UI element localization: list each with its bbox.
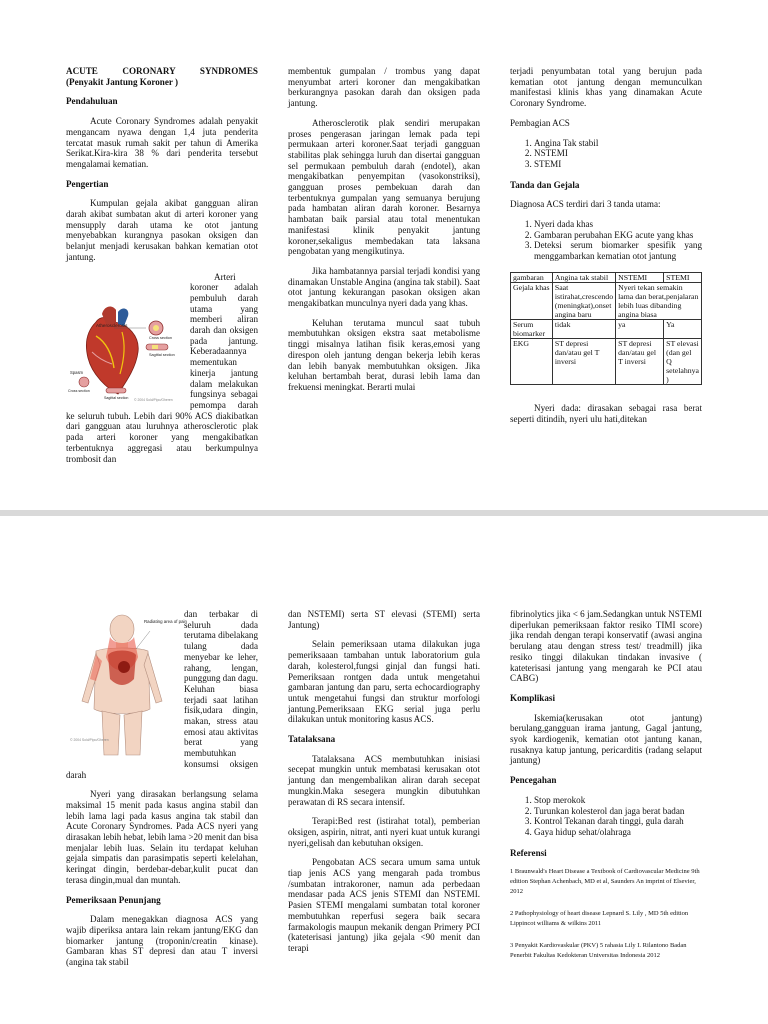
body-pain-illustration bbox=[66, 609, 187, 759]
list-item: 3. STEMI bbox=[534, 159, 702, 170]
title-line-2: (Penyakit Jantung Koroner ) bbox=[66, 76, 179, 87]
heading-komplikasi: Komplikasi bbox=[510, 692, 555, 703]
table-cell: Gejala khas bbox=[511, 282, 553, 319]
reference-item: 2 Pathophysiology of heart disease Lepnard S. Lily , MD 5th edition Lippincot williams & wilkins 2011 bbox=[510, 910, 689, 928]
paragraph-keluhan: Keluhan terutama muncul saat tubuh membutuhkan oksigen ekstra saat metabolisme tinggi misalnya latihan fisik keras,emosi yang direspon oleh jantung dengan bekerja lebih keras dan lebih banyak membutuhkan oksigen. Jika keluhan bertambah berat, durasi lebih lama dan frekuensi meningkat. Berarti mulai bbox=[288, 317, 480, 392]
heart-illustration bbox=[66, 302, 184, 404]
table-cell: ST elevasi (dan gel Q setelahnya ) bbox=[664, 338, 702, 384]
list-item: 2. Turunkan kolesterol dan jaga berat badan bbox=[534, 806, 702, 817]
label-sagittal-section: Sagittal section bbox=[149, 352, 175, 357]
page2-column-2 bbox=[288, 609, 480, 963]
list-pembagian-acs bbox=[510, 138, 702, 170]
paragraph-tatalaksana: Tatalaksana ACS membutuhkan inisiasi secepat mungkin untuk membatasi kerusakan otot jantung dan mengembalikan aliran darah secepat mungkin.Maka sesegera mungkin dibutuhkan perawatan di RS secara intensif. bbox=[288, 753, 480, 807]
reference-item: 1 Braunwald's Heart Disease a Textbook of Cardiovascular Medicine 9th edition Stephan Achenbach, MD et al, Saunders An imprint of Elsevier, 2012 bbox=[510, 868, 700, 896]
page1-column-3 bbox=[510, 66, 702, 433]
table-cell: NSTEMI bbox=[616, 272, 664, 282]
page2-column-3 bbox=[510, 609, 702, 973]
list-tanda-utama bbox=[510, 219, 702, 262]
list-item: 3. Kontrol Tekanan darah tinggi, gula darah bbox=[534, 816, 702, 827]
label-atherosclerosis: Atherosclerosis bbox=[96, 322, 128, 328]
table-cell: Saat istirahat,crescendo (meningkat),onset angina baru bbox=[552, 282, 615, 319]
paragraph-atherosclerotik: Atherosclerotik plak sendiri merupakan proses pengerasan jaringan lemak pada tepi permukaan arteri koroner.Saat terjadi gangguan stabilitas plak sehingga luruh dan disertai gangguan sel permukaan pembuluh darah (endotel), akan mengakibatkan penyempitan (vasokonstriksi), gangguan proses pembekuan darah dan terbentuknya gumpalan yang semuanya berujung pada hambatan aliran darah koroner. Besarnya hambatan baik parsial atau total menentukan manifestasi klinik penyakit jantung koroner,sekaligus membedakan tata laksana pengobatan yang mengikutinya. bbox=[288, 117, 480, 257]
table-cell: Ya bbox=[664, 319, 702, 338]
list-item: 4. Gaya hidup sehat/olahraga bbox=[534, 827, 702, 838]
heart-atherosclerosis-figure bbox=[66, 302, 184, 404]
label-cross-section: Cross section bbox=[149, 335, 173, 340]
table-cell: ya bbox=[616, 319, 664, 338]
paragraph-penyumbatan: terjadi penyumbatan total yang berujun pada kematian otot jantung dengan memunculkan manifestasi klinis khas yang dinamakan Acute Coronary Syndrome. bbox=[510, 66, 702, 109]
page1-column-2 bbox=[288, 66, 480, 402]
paragraph-pemeriksaan-tambahan: Selain pemeriksaan utama dilakukan juga pemeriksaaan tambahan untuk laboratorium gula darah, kolesterol,fungsi ginjal dan fungsi hati. Pemeriksaan rontgen dada untuk mengetahui gambaran jantung dan paru, serta echocardiography untuk mengetahui fungsi dan struktur morfologi jantung.Pemeriksaan EKG serial juga perlu dilakukan untuk monitoring kasus ACS. bbox=[288, 639, 480, 725]
table-row bbox=[511, 319, 702, 338]
acs-comparison-table bbox=[510, 272, 702, 385]
paragraph-lokasi-nyeri: dan terbakar di seluruh dada terutama dibelakang tulang dada menyebar ke leher, rahang, lengan, punggung dan dagu. Keluhan biasa terjadi saat latihan fisik,udara dingin, makan, stress atau emosi atau aktivitas berat yang membutuhkan konsumsi oksigen darah bbox=[66, 609, 259, 780]
document-page-1 bbox=[0, 0, 768, 510]
table-cell: ST depresi dan/atau gel T inversi bbox=[552, 338, 615, 384]
heading-pengertian: Pengertian bbox=[66, 178, 109, 189]
paragraph-pendahuluan: Acute Coronary Syndromes adalah penyakit mengancam nyawa dengan 1,4 juta penderita tercatat masuk rumah sakit per tahun di Amerika Serikat.Kira-kira 38 % dari penderita tersebut mengalamai kematian. bbox=[66, 116, 258, 169]
paragraph-arteri-koroner: Arteri koroner adalah pembuluh darah utama yang memberi aliran darah dan oksigen pada jantung. Keberadaannya mementukan kinerja jantung dalam melakukan fungsinya sebagai pemompa darah ke seluruh tubuh. Lebih dari 90% ACS diakibatkan dari gangguan atau luruhnya atherosclerotic plak pada arteri koroner yang mengakibatkan terbentuknya aggregasi atau berkumpulnya trombosit dan bbox=[66, 271, 258, 464]
page2-column-1 bbox=[66, 609, 258, 977]
table-cell: ST depresi dan/atau gel T inversi bbox=[616, 338, 664, 384]
paragraph-terapi: Terapi:Bed rest (istirahat total), pemberian oksigen, aspirin, nitrat, anti nyeri kuat untuk kurangi nyeri,gelisah dan kebutuhan oksigen. bbox=[288, 816, 480, 848]
list-item: 1. Angina Tak stabil bbox=[534, 138, 702, 149]
table-cell: STEMI bbox=[664, 272, 702, 282]
page1-column-1 bbox=[66, 66, 258, 473]
table-cell: gambaran bbox=[511, 272, 553, 282]
heading-tatalaksana: Tatalaksana bbox=[288, 734, 336, 745]
heading-referensi: Referensi bbox=[510, 847, 547, 858]
table-cell: EKG bbox=[511, 338, 553, 384]
table-cell: tidak bbox=[552, 319, 615, 338]
heading-tanda-gejala: Tanda dan Gejala bbox=[510, 179, 580, 190]
label-pembagian-acs: Pembagian ACS bbox=[510, 117, 570, 128]
reference-item: 3 Penyakit Kardiovaskular (PKV) 5 rahasia Lily I. Rilantono Badan Penerbit Fakultas Kedokteran Universitas Indonesia 2012 bbox=[510, 942, 687, 960]
radiating-pain-figure bbox=[66, 609, 187, 759]
paragraph-diagnosa-intro: Diagnosa ACS terdiri dari 3 tanda utama: bbox=[510, 199, 661, 210]
title-line-1: ACUTE CORONARY SYNDROMES bbox=[66, 66, 258, 76]
label-cross-section-2: Cross section bbox=[68, 388, 90, 393]
document-page-2 bbox=[0, 516, 768, 1024]
table-row bbox=[511, 282, 702, 319]
paragraph-pengertian: Kumpulan gejala akibat gangguan aliran darah akibat sumbatan akut di arteri koroner yang mensupply darah utama ke otot jantung menyebabkan kurangnya pasokan oksigen dan belanjut menjadi kerusakan bahkan kematian otot jantung. bbox=[66, 198, 258, 262]
list-item: 3. Deteksi serum biomarker spesifik yang menggambarkan kematian otot jantung bbox=[534, 240, 702, 261]
list-item: 1. Nyeri dada khas bbox=[534, 219, 702, 230]
heading-pencegahan: Pencegahan bbox=[510, 775, 557, 786]
paragraph-stemi-continuation: dan NSTEMI) serta ST elevasi (STEMI) serta Jantung) bbox=[288, 609, 480, 630]
figure-copyright: © 2004 Sold/Pipo/Gheren bbox=[70, 738, 109, 742]
paragraph-pengobatan: Pengobatan ACS secara umum sama untuk tiap jenis ACS yang mengarah pada trombus /sumbatan intrakoroner, namun ada perbedaan mendasar pada ACS jenis STEMI dan NSTEMI. Pasien STEMI mengalami sumbatan total koroner membutuhkan reperfusi segera baik secara farmakologis maupun mekanik dengan Primery PCI (kateterisasi jantung) jika gejala <90 menit dan terapi bbox=[288, 857, 480, 953]
document-title bbox=[66, 66, 258, 87]
figure-copyright: © 2004 Sold/Pipo/Gheren bbox=[134, 397, 173, 402]
paragraph-durasi-nyeri: Nyeri yang dirasakan berlangsung selama maksimal 15 menit pada kasus angina stabil dan lebih lama lagi pada kasus angina tak stabil dan Acute Coronary Syndromes. Pada ACS nyeri yang dirasakan lebih hebat, lebih lama >20 menit dan bisa menjalar lebih luas. Selain itu terdapat keluhan gejala simpatis dan parasimpatis seperti kelelahan, keringat dingin, berdebar-debar,kulit pucat dan terasa dingin,mual dan muntah. bbox=[66, 789, 258, 885]
paragraph-gumpalan: membentuk gumpalan / trombus yang dapat menyumbat arteri koroner dan mengakibatkan berkurangnya pasokan darah dan oksigen pada jantung. bbox=[288, 66, 480, 109]
paragraph-unstable-angina: Jika hambatannya parsial terjadi kondisi yang dinamakan Unstable Angina (angina tak stabil). Saat otot jantung kekurangan pasokan oksigen akan mengakibatkan munculnya nyeri dada yang khas. bbox=[288, 265, 480, 309]
table-cell: Serum biomarker bbox=[511, 319, 553, 338]
paragraph-nyeri-dada: Nyeri dada: dirasakan sebagai rasa berat seperti ditindih, nyeri ulu hati,ditekan bbox=[510, 402, 702, 424]
heading-pemeriksaan-penunjang: Pemeriksaan Penunjang bbox=[66, 894, 161, 905]
list-item: 2. NSTEMI bbox=[534, 148, 702, 159]
label-sagittal-section-2: Sagittal section bbox=[104, 395, 129, 400]
table-row bbox=[511, 338, 702, 384]
table-cell: Angina tak stabil bbox=[552, 272, 615, 282]
list-item: 1. Stop merokok bbox=[534, 795, 702, 806]
paragraph-pemeriksaan: Dalam menegakkan diagnosa ACS yang wajib diperiksa antara lain rekam jantung/EKG dan biomarker jantung (troponin/creatin kinase). Gambaran khas ST depresi dan atau T inversi (angina tak stabil bbox=[66, 914, 258, 968]
paragraph-fibrinolytics: fibrinolytics jika < 6 jam.Sedangkan untuk NSTEMI diperlukan pemeriksaan faktor resiko TIMI score) jika rendah dengan terapi konservatif (awasi angina berulang atau dengan stress test/ treadmill) jika resiko tinggi dilakukan tindakan invasive ( kateterisasi jantung yang mengarah ke PCI atau CABG) bbox=[510, 609, 702, 684]
paragraph-komplikasi: Iskemia(kerusakan otot jantung) berulang,gangguan irama jantung, Gagal jantung, syok kardiogenik, kematian otot jantung kanan, rusaknya katup jantung, pericarditis (radang selaput jantung) bbox=[510, 712, 702, 766]
list-pencegahan bbox=[510, 795, 702, 838]
heading-pendahuluan: Pendahuluan bbox=[66, 96, 118, 107]
label-radiating-pain: Radiating area of pain bbox=[144, 619, 187, 624]
label-spasm: Spasm bbox=[70, 369, 84, 375]
table-row bbox=[511, 272, 702, 282]
table-cell: Nyeri tekan semakin lama dan berat,penjalaran lebih luas dibanding angina biasa bbox=[616, 282, 702, 319]
list-item: 2. Gambaran perubahan EKG acute yang khas bbox=[534, 230, 702, 241]
